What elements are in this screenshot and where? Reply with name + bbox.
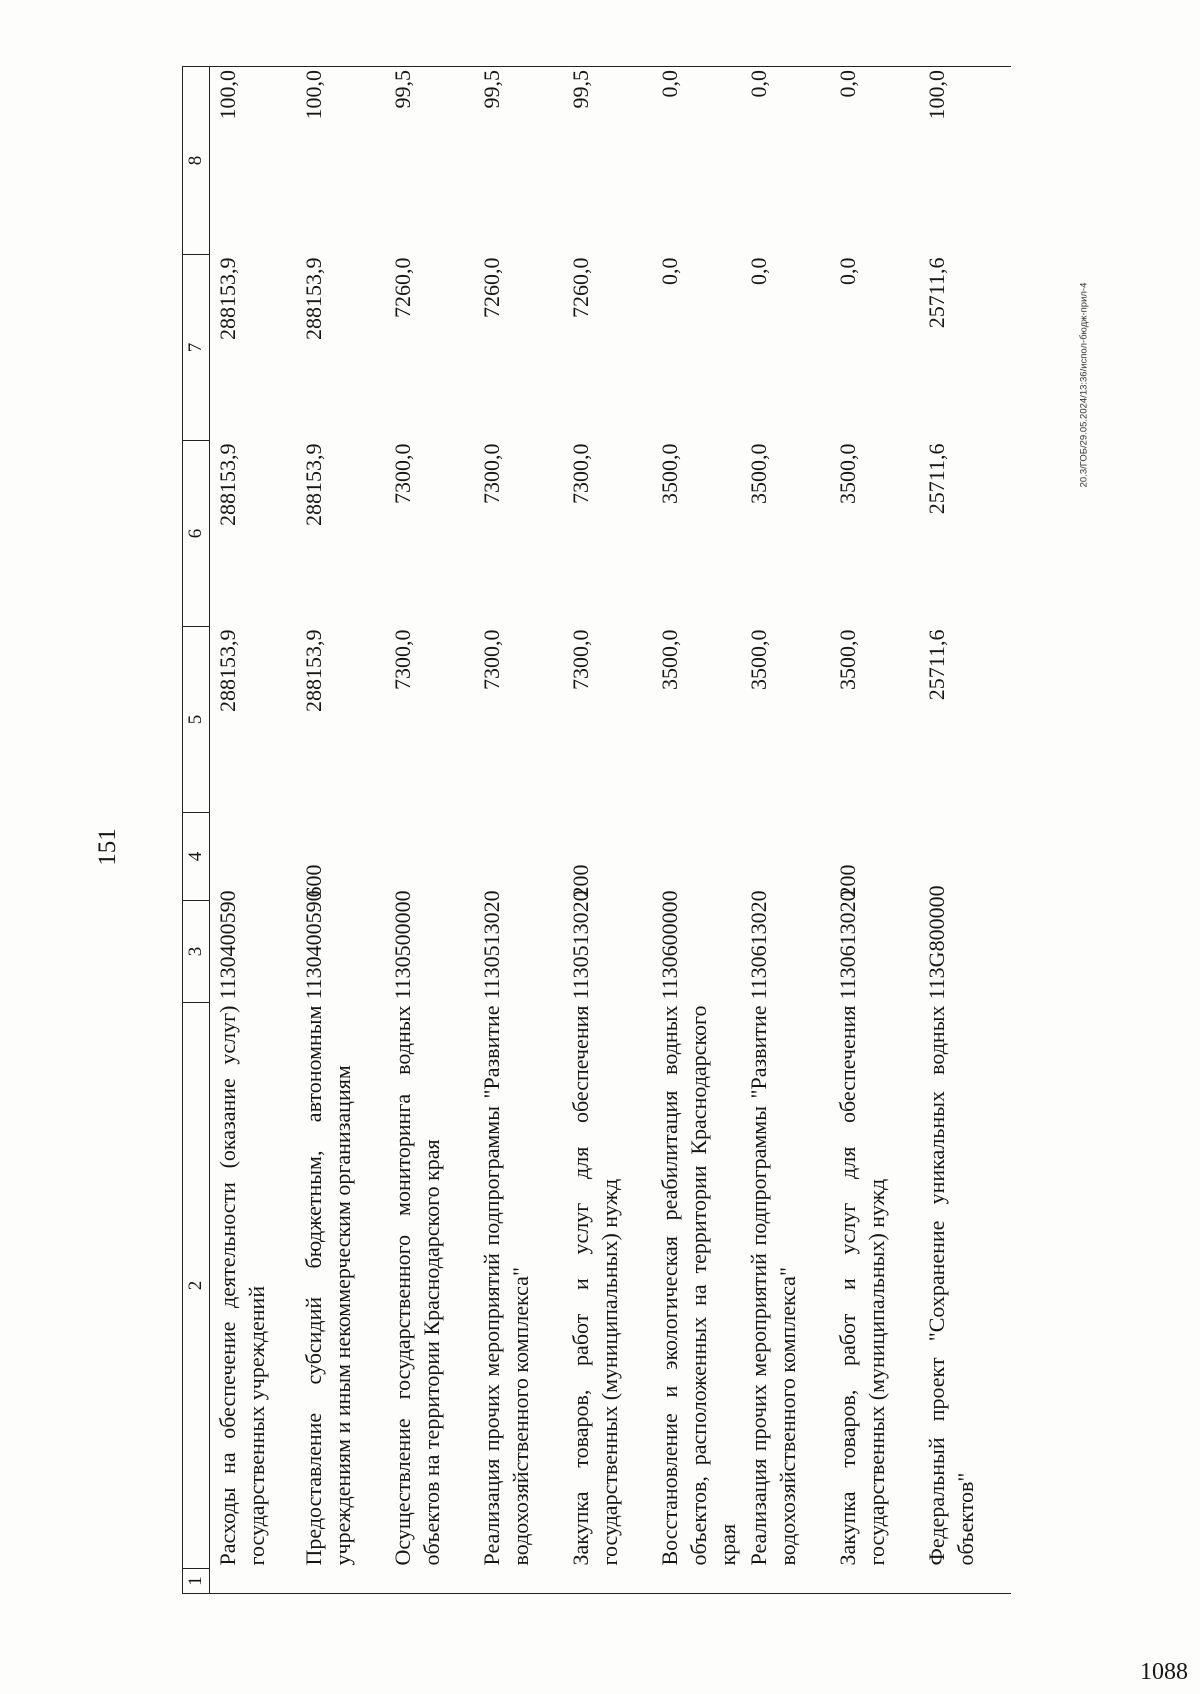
row-value-col5: 3500,0	[834, 629, 860, 690]
row-value-col6: 7300,0	[478, 443, 504, 504]
table-row	[388, 67, 477, 1594]
row-target-code: 1130400590	[300, 890, 326, 1000]
row-expense-type	[388, 813, 477, 901]
row-cell-col1	[833, 1569, 922, 1594]
row-cell-col1	[566, 1569, 655, 1594]
row-target-code: 1130513020	[567, 890, 593, 1000]
row-cell-col1	[477, 1569, 566, 1594]
row-expense-type	[744, 813, 833, 901]
table-row	[477, 67, 566, 1594]
row-value-col5: 7300,0	[567, 629, 593, 690]
row-value-col6: 288153,9	[215, 443, 240, 526]
row-expense-type	[477, 813, 566, 901]
row-value-col5: 7300,0	[389, 629, 415, 690]
col-header-4: 4	[183, 813, 210, 901]
table-row	[210, 67, 299, 1594]
row-name: Закупка товаров, работ и услуг для обеспечения государственных (муниципальных) нужд	[567, 1005, 622, 1566]
row-value-col6: 3500,0	[656, 443, 682, 504]
table-row	[922, 67, 1011, 1594]
row-percent-col8: 100,0	[299, 67, 388, 255]
row-name: Реализация прочих мероприятий подпрограммы "Развитие водохозяйственного комплекса"	[478, 1005, 533, 1566]
row-expense-type: 200	[834, 864, 860, 898]
row-value-col7: 0,0	[656, 257, 682, 285]
table-body	[210, 67, 1011, 1594]
row-name: Реализация прочих мероприятий подпрограммы "Развитие водохозяйственного комплекса"	[745, 1005, 800, 1566]
row-percent-col8: 99,5	[477, 67, 566, 255]
row-value-col7: 7260,0	[478, 257, 504, 318]
table-row	[833, 67, 922, 1594]
col-header-7: 7	[183, 255, 210, 441]
row-expense-type: 200	[567, 864, 593, 898]
row-value-col5: 25711,6	[923, 629, 949, 701]
row-percent-col8: 0,0	[833, 67, 922, 255]
table-header	[183, 67, 210, 1594]
row-percent-col8: 0,0	[655, 67, 744, 255]
col-header-1: 1	[183, 1569, 210, 1594]
row-name: Расходы на обеспечение деятельности (оказание услуг) государственных учреждений	[215, 1005, 269, 1566]
budget-table-rotated	[182, 67, 1034, 1594]
row-value-col7: 0,0	[745, 257, 771, 285]
row-value-col7: 288153,9	[215, 257, 240, 340]
row-value-col6: 3500,0	[834, 443, 860, 504]
row-name: Восстановление и экологическая реабилитация водных объектов, расположенных на территории Краснодарского края	[656, 1005, 740, 1566]
row-target-code: 1130500000	[389, 890, 415, 1000]
sheet-number: 1088	[1140, 1659, 1188, 1685]
row-name: Осуществление государственного мониторинга водных объектов на территории Краснодарского края	[389, 1005, 444, 1566]
row-target-code: 1130600000	[656, 890, 682, 1000]
budget-table	[182, 66, 1011, 1594]
row-value-col5: 3500,0	[745, 629, 771, 690]
row-value-col5: 7300,0	[478, 629, 504, 690]
row-value-col5: 288153,9	[215, 629, 240, 712]
row-value-col7: 288153,9	[300, 257, 326, 340]
row-value-col7: 0,0	[834, 257, 860, 285]
row-cell-col1	[655, 1569, 744, 1594]
table-row	[299, 67, 388, 1594]
row-target-code: 1130400590	[215, 890, 240, 1000]
row-cell-col1	[744, 1569, 833, 1594]
row-target-code: 1130513020	[478, 890, 504, 1000]
row-expense-type: 600	[300, 864, 326, 898]
table-row	[744, 67, 833, 1594]
row-value-col7: 7260,0	[389, 257, 415, 318]
page-number: 151	[94, 828, 121, 866]
row-value-col6: 7300,0	[389, 443, 415, 504]
row-value-col6: 3500,0	[745, 443, 771, 504]
row-name: Федеральный проект "Сохранение уникальных водных объектов"	[923, 1005, 978, 1566]
row-expense-type	[210, 813, 299, 901]
col-header-8: 8	[183, 67, 210, 255]
row-target-code: 1130613020	[834, 890, 860, 1000]
row-expense-type	[655, 813, 744, 901]
row-name: Закупка товаров, работ и услуг для обеспечения государственных (муниципальных) нужд	[834, 1005, 889, 1566]
row-value-col6: 288153,9	[300, 443, 326, 526]
col-header-3: 3	[183, 901, 210, 1003]
document-footer-code: 20.3/ГОБ/29.05.2024/13:36/испол-бюдж-прил-4	[1078, 282, 1090, 488]
table-row	[655, 67, 744, 1594]
row-percent-col8: 0,0	[744, 67, 833, 255]
row-cell-col1	[299, 1569, 388, 1594]
row-cell-col1	[210, 1569, 299, 1594]
col-header-6: 6	[183, 441, 210, 627]
row-name: Предоставление субсидий бюджетным, автономным учреждениям и иным некоммерческим организациям	[300, 1005, 355, 1566]
row-percent-col8: 99,5	[566, 67, 655, 255]
row-value-col7: 7260,0	[567, 257, 593, 318]
col-header-5: 5	[183, 627, 210, 813]
row-percent-col8: 99,5	[388, 67, 477, 255]
row-value-col6: 25711,6	[923, 443, 949, 515]
row-value-col6: 7300,0	[567, 443, 593, 504]
row-value-col7: 25711,6	[923, 257, 949, 329]
table-row	[566, 67, 655, 1594]
col-header-2: 2	[183, 1003, 210, 1569]
row-value-col5: 3500,0	[656, 629, 682, 690]
row-value-col5: 288153,9	[300, 629, 326, 712]
row-percent-col8: 100,0	[922, 67, 1011, 255]
row-target-code: 1130613020	[745, 890, 771, 1000]
row-cell-col1	[388, 1569, 477, 1594]
row-target-code: 113G800000	[923, 885, 949, 1000]
row-percent-col8: 100,0	[210, 67, 299, 255]
row-cell-col1	[922, 1569, 1011, 1594]
